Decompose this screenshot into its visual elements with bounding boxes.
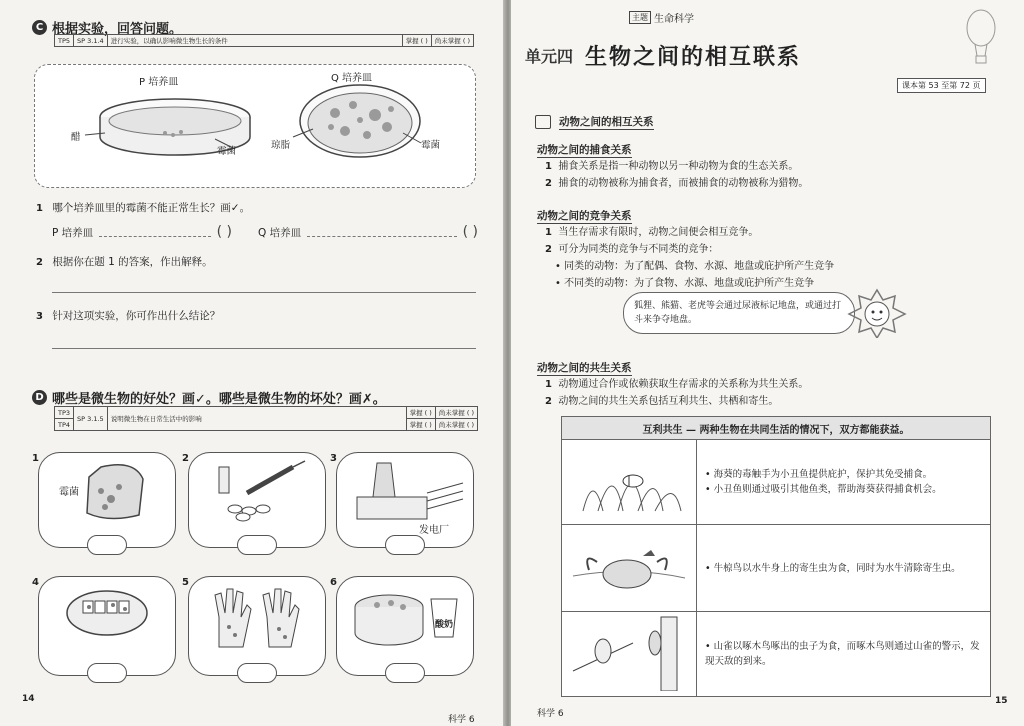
answer-line-q3[interactable] <box>52 348 476 349</box>
list-item: 2 可分为同类的竞争与不同类的竞争： <box>545 244 719 255</box>
germy-hands-icon <box>189 577 325 661</box>
card-3-power-plant <box>336 452 474 548</box>
predation-list <box>545 158 985 192</box>
card-1-answer-oval[interactable] <box>87 535 127 555</box>
competition-heading: 动物之间的竞争关系 <box>537 210 632 222</box>
theme-header <box>629 10 694 25</box>
clownfish-text-cell <box>697 440 991 525</box>
speech-bubble: 狐狸、熊猫、老虎等会通过尿液标记地盘，或通过打斗来争夺地盘。 <box>623 292 855 334</box>
mastered-box-d1[interactable]: 掌握 ( ) <box>406 407 435 419</box>
option-q <box>258 224 478 240</box>
card-1-number: 1 <box>32 453 39 464</box>
theme-tag: 主题 <box>629 11 651 24</box>
card-5-answer-oval[interactable] <box>237 663 277 683</box>
answer-line-q2[interactable] <box>52 292 476 293</box>
section-d-tp-table <box>54 406 478 431</box>
option-p <box>52 224 232 240</box>
question-1-text: 哪个培养皿里的霉菌不能正常生长？画✓。 <box>52 202 251 214</box>
card-3-label: 发电厂 <box>419 525 449 536</box>
option-p-answer-bracket[interactable]: ( ) <box>216 224 232 240</box>
question-1-number: 1 <box>36 203 43 214</box>
laptop-icon <box>535 115 551 129</box>
tit-and-woodpecker-icon <box>563 613 695 691</box>
syringe-and-pills-icon <box>189 453 325 533</box>
left-page-footer: 科学 6 <box>448 715 475 725</box>
mutualism-table-title: 互利共生 — 两种生物在共同生活的情况下，双方都能获益。 <box>562 417 991 440</box>
right-page-footer: 科学 6 <box>537 709 564 719</box>
card-4-tooth-decay <box>38 576 176 676</box>
question-3-number: 3 <box>36 311 43 322</box>
power-plant-icon <box>337 453 473 533</box>
unit-title: 生物之间的相互联系 <box>585 45 802 70</box>
card-5-number: 5 <box>182 577 189 588</box>
question-2 <box>36 254 213 269</box>
predation-heading: 动物之间的捕食关系 <box>537 144 632 156</box>
card-2-vaccine-medicine <box>188 452 326 548</box>
card-4-answer-oval[interactable] <box>87 663 127 683</box>
option-q-answer-bracket[interactable]: ( ) <box>462 224 478 240</box>
list-item: 2 捕食的动物被称为捕食者，而被捕食的动物被称为猎物。 <box>545 178 809 189</box>
right-page-number: 15 <box>995 696 1008 706</box>
microbe-cards-grid <box>32 440 482 690</box>
symbiosis-list <box>545 376 985 410</box>
option-p-label: P 培养皿 <box>52 226 94 239</box>
card-4-number: 4 <box>32 577 39 588</box>
list-item: 2 动物之间的共生关系包括互利共生、共栖和寄生。 <box>545 396 779 407</box>
mastered-box[interactable]: 掌握 ( ) <box>402 35 431 47</box>
question-3 <box>36 308 220 323</box>
sp-description-d: 说明微生物在日常生活中的影响 <box>107 407 406 431</box>
not-mastered-box-d1[interactable]: 尚未掌握 ( ) <box>435 407 477 419</box>
experiment-illustration <box>34 64 476 188</box>
card-2-answer-oval[interactable] <box>237 535 277 555</box>
list-item: • 山雀以啄木鸟啄出的虫子为食，而啄木鸟则通过山雀的警示，发现天敌的到来。 <box>705 641 980 667</box>
sea-anemone-clownfish-icon <box>563 441 695 519</box>
card-3-number: 3 <box>330 453 337 464</box>
section-title-row <box>535 114 654 130</box>
card-3-answer-oval[interactable] <box>385 535 425 555</box>
mold-label-q: 霉菌 <box>421 140 441 151</box>
dish-q-label: Q 培养皿 <box>331 73 373 84</box>
unit-header <box>525 40 801 71</box>
competition-list <box>545 224 985 292</box>
decayed-teeth-icon <box>39 577 175 657</box>
not-mastered-box[interactable]: 尚未掌握 ( ) <box>431 35 473 47</box>
list-item: • 牛椋鸟以水牛身上的寄生虫为食，同时为水牛清除寄生虫。 <box>705 562 961 574</box>
sun-mascot-icon <box>847 288 907 338</box>
bird-image-cell <box>562 612 697 697</box>
vinegar-label: 醋 <box>71 132 81 143</box>
left-page-number: 14 <box>22 694 35 704</box>
sp-code-d: SP 3.1.5 <box>74 407 108 431</box>
option-q-label: Q 培养皿 <box>258 226 302 239</box>
card-1-label: 霉菌 <box>59 487 79 498</box>
list-item: • 小丑鱼则通过吸引其他鱼类，帮助海葵获得捕食机会。 <box>705 484 942 495</box>
sp-code: SP 3.1.4 <box>74 35 108 47</box>
agar-label: 琼脂 <box>271 140 291 151</box>
mutualism-table <box>561 416 991 697</box>
balloon-icon <box>961 8 1001 68</box>
symbiosis-heading: 动物之间的共生关系 <box>537 362 632 374</box>
petri-dish-drawing <box>35 65 475 187</box>
list-item: 1 当生存需求有限时，动物之间便会相互竞争。 <box>545 227 759 238</box>
question-3-text: 针对这项实验，你可作出什么结论？ <box>52 310 221 322</box>
mold-label-p: 霉菌 <box>217 146 237 157</box>
section-c-tp-table <box>54 34 474 47</box>
question-2-text: 根据你在题 1 的答案，作出解释。 <box>52 256 213 268</box>
list-item: 1 动物通过合作或依赖获取生存需求的关系称为共生关系。 <box>545 379 809 390</box>
mastered-box-d2[interactable]: 掌握 ( ) <box>406 419 435 431</box>
right-page <box>511 0 1024 726</box>
section-d-title: 哪些是微生物的好处？画✓。哪些是微生物的坏处？画✗。 <box>52 392 386 407</box>
list-item: 1 捕食关系是指一种动物以另一种动物为食的生态关系。 <box>545 161 799 172</box>
buffalo-text-cell <box>697 525 991 612</box>
card-6-label: 酸奶 <box>435 620 454 630</box>
list-item: • 海葵的毒触手为小丑鱼提供庇护，保护其免受捕食。 <box>705 469 933 480</box>
card-6-number: 6 <box>330 577 337 588</box>
card-5-dirty-hands <box>188 576 326 676</box>
unit-tag: 单元四 <box>525 47 574 66</box>
theme-label: 生命科学 <box>654 14 694 25</box>
section-d-badge: D <box>32 390 47 405</box>
list-item: • 不同类的动物：为了食物、水源、地盘或庇护所产生竞争 <box>555 278 815 289</box>
bird-text-cell <box>697 612 991 697</box>
list-item: • 同类的动物：为了配偶、食物、水源、地盘或庇护所产生竞争 <box>555 261 835 272</box>
sp-description: 进行实验，以确认影响微生物生长的条件 <box>107 35 402 47</box>
section-c-title: 根据实验，回答问题。 <box>52 22 183 37</box>
tp3-level: TP3 <box>55 407 74 419</box>
textbook-reference: 课本第 53 至第 72 页 <box>897 78 986 93</box>
card-6-answer-oval[interactable] <box>385 663 425 683</box>
dish-p-label: P 培养皿 <box>139 77 179 88</box>
card-6-cake-yogurt <box>336 576 474 676</box>
section-title: 动物之间的相互关系 <box>559 116 654 128</box>
clownfish-image-cell <box>562 440 697 525</box>
buffalo-image-cell <box>562 525 697 612</box>
tp-level: TP5 <box>55 35 74 47</box>
tp4-level: TP4 <box>55 419 74 431</box>
section-d-header <box>32 388 386 407</box>
not-mastered-box-d2[interactable]: 尚未掌握 ( ) <box>435 419 477 431</box>
card-1-bread-mold <box>38 452 176 548</box>
question-2-number: 2 <box>36 257 43 268</box>
buffalo-oxpecker-icon <box>563 526 695 606</box>
section-c-badge: C <box>32 20 47 35</box>
left-page <box>0 0 505 726</box>
question-1 <box>36 200 250 215</box>
card-2-number: 2 <box>182 453 189 464</box>
